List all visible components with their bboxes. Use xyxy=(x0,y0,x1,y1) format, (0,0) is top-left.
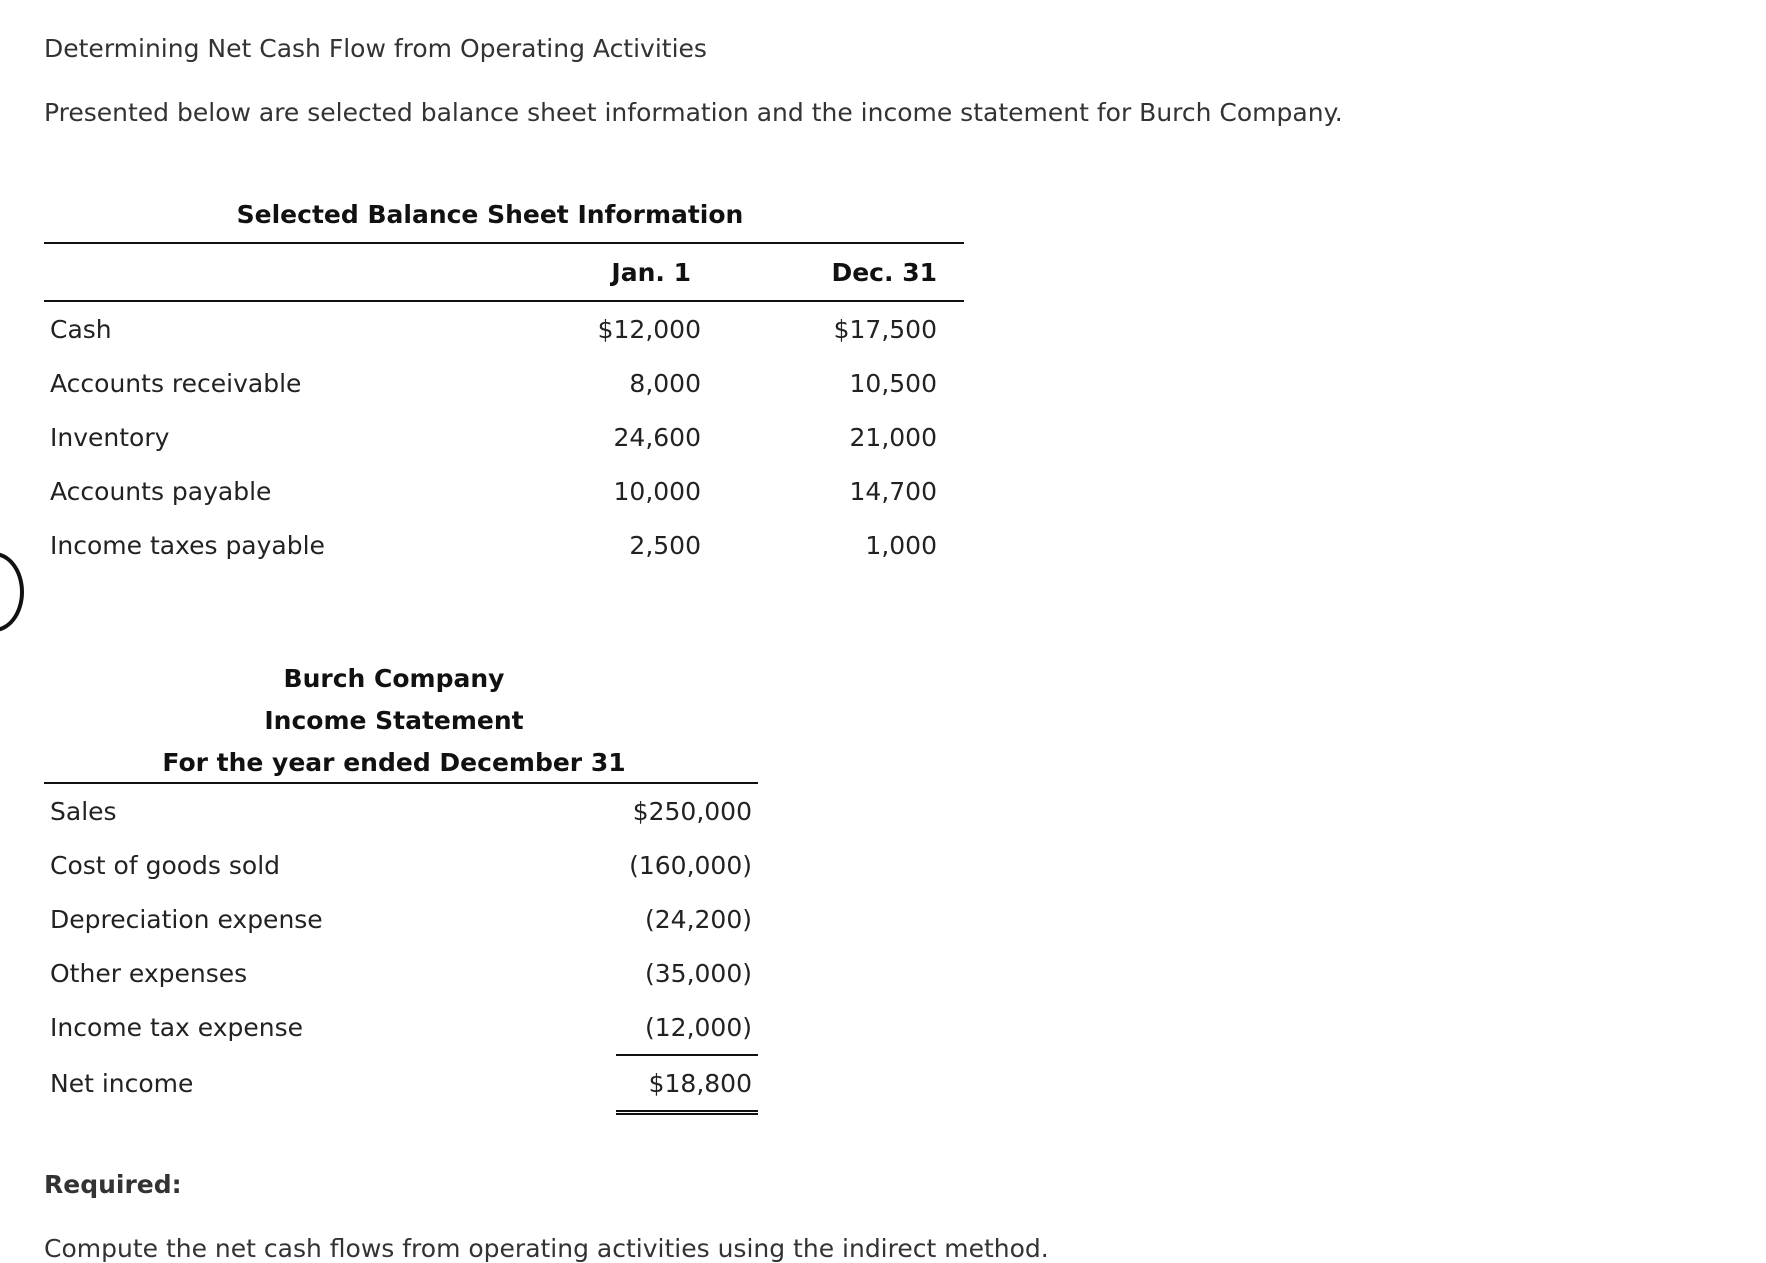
row-label: Depreciation expense xyxy=(50,904,323,934)
row-label: Cash xyxy=(50,314,112,344)
dec-value: 21,000 xyxy=(849,422,937,452)
table-row xyxy=(44,838,758,892)
table-row xyxy=(44,410,964,464)
balance-sheet-caption: Selected Balance Sheet Information xyxy=(236,200,744,229)
income-statement-heading xyxy=(44,658,744,784)
table-row xyxy=(44,892,758,946)
table-row xyxy=(44,946,758,1000)
dec-value: 10,500 xyxy=(849,368,937,398)
table-row xyxy=(44,783,758,838)
net-income-row xyxy=(44,1055,758,1113)
header-jan: Jan. 1 xyxy=(532,243,701,301)
row-label: Accounts payable xyxy=(50,476,272,506)
dec-value: 1,000 xyxy=(865,530,937,560)
intro-text: Presented below are selected balance sheet information and the income statement for Burch Company. xyxy=(44,98,1343,127)
row-label: Accounts receivable xyxy=(50,368,302,398)
page-title: Determining Net Cash Flow from Operating Activities xyxy=(44,34,707,63)
circle-mark-decoration xyxy=(0,552,24,632)
dec-value: $17,500 xyxy=(833,314,937,344)
company-name: Burch Company xyxy=(283,664,505,693)
required-label: Required: xyxy=(44,1170,182,1199)
table-row xyxy=(44,464,964,518)
amount-value: (24,200) xyxy=(645,904,752,934)
income-statement-table xyxy=(44,782,758,1115)
row-label: Inventory xyxy=(50,422,170,452)
row-label: Income taxes payable xyxy=(50,530,325,560)
amount-value: $250,000 xyxy=(632,796,752,826)
balance-sheet-header-row xyxy=(44,243,964,301)
row-label: Income tax expense xyxy=(50,1013,304,1042)
task-text: Compute the net cash flows from operating activities using the indirect method. xyxy=(44,1234,1049,1263)
statement-period: For the year ended December 31 xyxy=(162,748,626,777)
table-row xyxy=(44,356,964,410)
amount-value: (12,000) xyxy=(616,1000,758,1055)
header-blank-end xyxy=(937,243,964,301)
amount-value: (160,000) xyxy=(629,850,752,880)
net-income-value: $18,800 xyxy=(616,1055,758,1113)
row-label: Net income xyxy=(50,1069,194,1099)
amount-value: (35,000) xyxy=(645,958,752,988)
jan-value: 24,600 xyxy=(613,422,701,452)
balance-sheet-table xyxy=(44,242,964,572)
table-row xyxy=(44,301,964,356)
dec-value: 14,700 xyxy=(849,476,937,506)
row-label: Cost of goods sold xyxy=(50,850,281,880)
table-row xyxy=(44,1000,758,1055)
row-label: Other expenses xyxy=(50,958,248,988)
jan-value: 8,000 xyxy=(629,368,701,398)
header-dec: Dec. 31 xyxy=(701,243,937,301)
header-label-blank xyxy=(44,243,532,301)
jan-value: $12,000 xyxy=(597,314,701,344)
statement-name: Income Statement xyxy=(264,706,524,735)
row-label: Sales xyxy=(50,796,117,826)
table-row xyxy=(44,518,964,572)
jan-value: 10,000 xyxy=(613,476,701,506)
jan-value: 2,500 xyxy=(629,530,701,560)
